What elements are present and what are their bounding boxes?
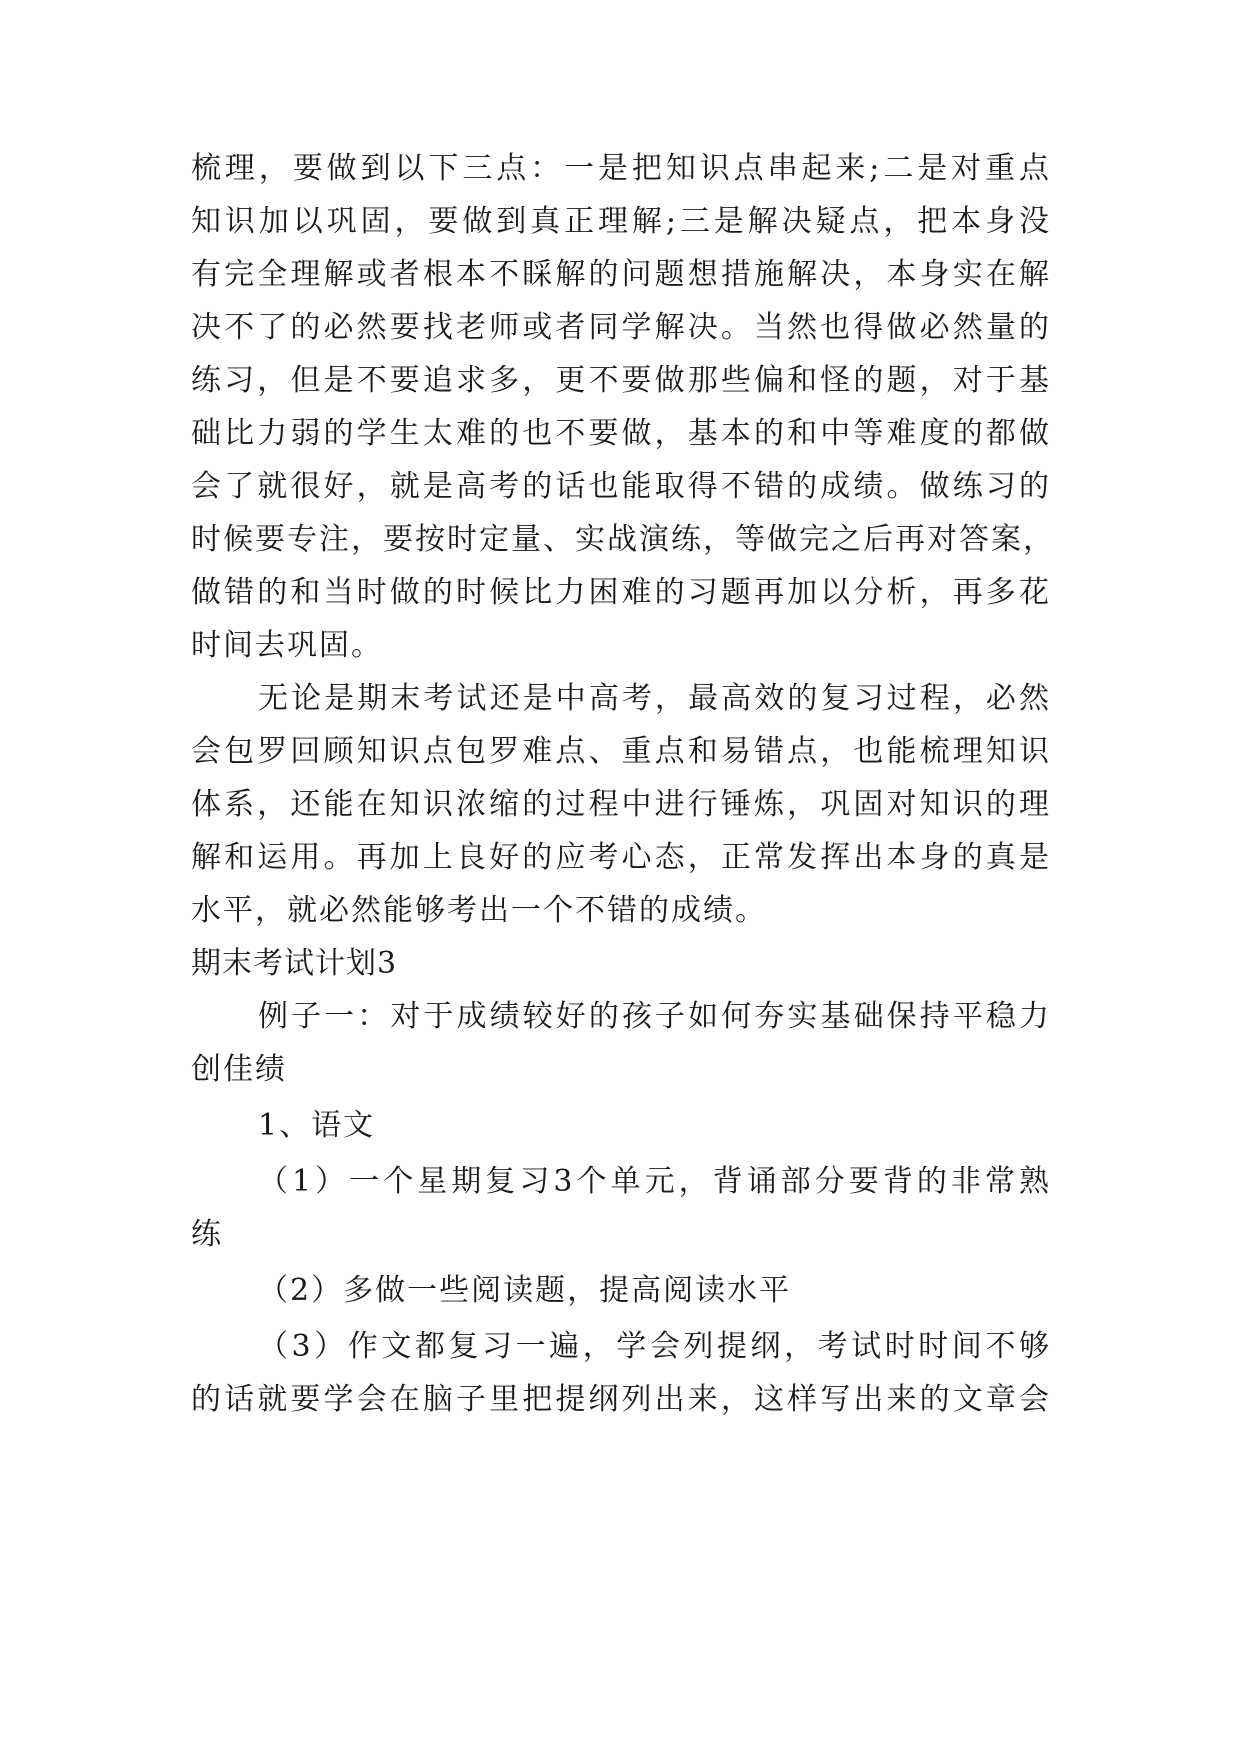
list-item-line: 的话就要学会在脑子里把提纲列出来，这样写出来的文章会 [191, 1382, 1051, 1417]
paragraph-line: 会了就很好，就是高考的话也能取得不错的成绩。做练习的 [191, 469, 1051, 504]
list-item-line: （2）多做一些阅读题，提高阅读水平 [258, 1273, 792, 1308]
paragraph-line: 解和运用。再加上良好的应考心态，正常发挥出本身的真是 [191, 840, 1051, 875]
paragraph-line: 知识加以巩固，要做到真正理解;三是解决疑点，把本身没 [191, 204, 1051, 239]
paragraph-line: 做错的和当时做的时候比力困难的习题再加以分析，再多花 [191, 575, 1051, 610]
paragraph-line: 练习，但是不要追求多，更不要做那些偏和怪的题，对于基 [191, 363, 1051, 398]
paragraph-line: 水平，就必然能够考出一个不错的成绩。 [191, 893, 767, 928]
list-item-line: （3）作文都复习一遍，学会列提纲，考试时时间不够 [258, 1329, 1051, 1364]
paragraph-line: 础比力弱的学生太难的也不要做，基本的和中等难度的都做 [191, 416, 1051, 451]
section-heading: 期末考试计划3 [191, 946, 398, 981]
list-item-line: 练 [191, 1217, 223, 1252]
paragraph-line: 体系，还能在知识浓缩的过程中进行锤炼，巩固对知识的理 [191, 787, 1051, 822]
paragraph-line: 会包罗回顾知识点包罗难点、重点和易错点，也能梳理知识 [191, 734, 1051, 769]
paragraph-first-line: 无论是期末考试还是中高考，最高效的复习过程，必然 [258, 681, 1051, 716]
paragraph-line: 决不了的必然要找老师或者同学解决。当然也得做必然量的 [191, 310, 1051, 345]
subsection-heading: 1、语文 [258, 1108, 376, 1143]
list-item-line: （1）一个星期复习3个单元，背诵部分要背的非常熟 [258, 1164, 1051, 1199]
paragraph-line: 时间去巩固。 [191, 628, 383, 663]
paragraph-line: 时候要专注，要按时定量、实战演练，等做完之后再对答案， [191, 522, 1055, 557]
paragraph-line: 有完全理解或者根本不睬解的问题想措施解决，本身实在解 [191, 257, 1051, 292]
paragraph-line: 创佳绩 [191, 1052, 287, 1087]
paragraph-line: 梳理，要做到以下三点：一是把知识点串起来;二是对重点 [191, 151, 1051, 186]
paragraph-first-line: 例子一：对于成绩较好的孩子如何夯实基础保持平稳力 [258, 999, 1051, 1034]
